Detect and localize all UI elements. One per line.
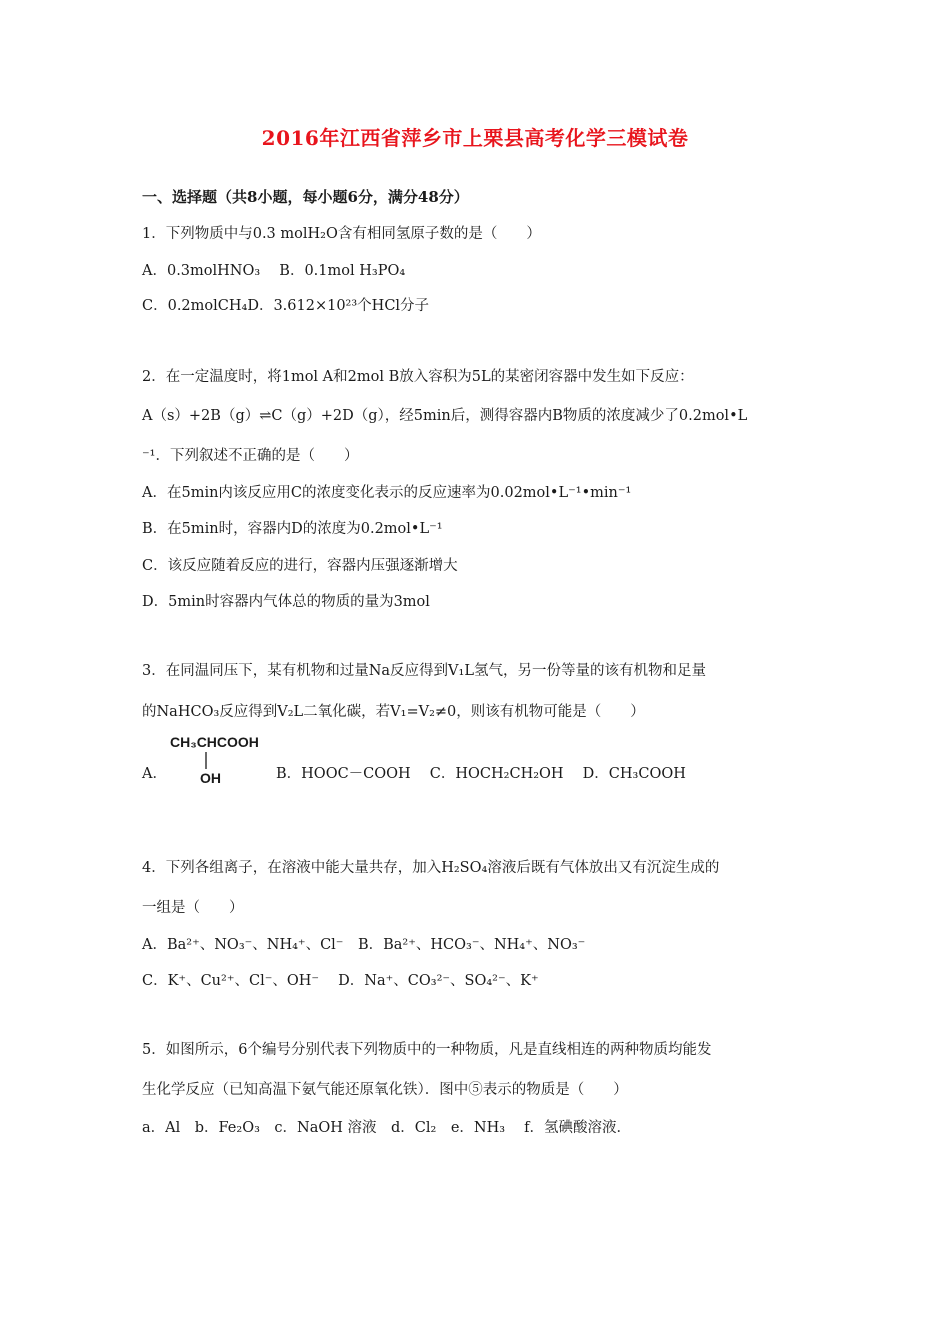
q2-stem-line1: 2．在一定温度时，将1mol A和2mol B放入容积为5L的某密闭容器中发生如下反应： xyxy=(142,369,694,385)
q4-options-cd: C．K⁺、Cu²⁺、Cl⁻、OH⁻ D．Na⁺、CO₃²⁻、SO₄²⁻、K⁺ xyxy=(142,973,539,989)
q2-option-a: A．在5min内该反应用C的浓度变化表示的反应速率为0.02mol•L⁻¹•min⁻¹ xyxy=(142,485,632,501)
q4-options-ab: A．Ba²⁺、NO₃⁻、NH₄⁺、Cl⁻ B．Ba²⁺、HCO₃⁻、NH₄⁺、NO₃⁻ xyxy=(142,937,586,953)
q1-stem: 1．下列物质中与0.3 molH₂O含有相同氢原子数的是（ ） xyxy=(142,226,541,242)
structure-svg xyxy=(170,733,280,789)
lactic-acid-structure xyxy=(170,733,280,789)
q4-stem-line2: 一组是（ ） xyxy=(142,900,244,916)
q2-option-c: C．该反应随着反应的进行，容器内压强逐渐增大 xyxy=(142,558,458,574)
q5-options: a．Al b．Fe₂O₃ c．NaOH 溶液 d．Cl₂ e．NH₃ f．氢碘酸溶液． xyxy=(142,1120,632,1136)
structure-bottom-text: OH xyxy=(200,770,221,786)
q2-stem-line3: ⁻¹．下列叙述不正确的是（ ） xyxy=(142,448,359,464)
q2-option-d: D．5min时容器内气体总的物质的量为3mol xyxy=(142,594,430,610)
q3-option-a-label: A． xyxy=(142,766,167,782)
section-heading: 一、选择题（共8小题，每小题6分，满分48分） xyxy=(142,188,469,206)
q4-stem-line1: 4．下列各组离子，在溶液中能大量共存，加入H₂SO₄溶液后既有气体放出又有沉淀生成的 xyxy=(142,860,720,876)
q3-stem-line2: 的NaHCO₃反应得到V₂L二氧化碳，若V₁=V₂≠0，则该有机物可能是（ ） xyxy=(142,704,645,720)
q5-stem-line1: 5．如图所示，6个编号分别代表下列物质中的一种物质，凡是直线相连的两种物质均能发 xyxy=(142,1042,712,1058)
q3-stem-line1: 3．在同温同压下，某有机物和过量Na反应得到V₁L氢气，另一份等量的该有机物和足量 xyxy=(142,663,706,679)
q1-options-ab: A．0.3molHNO₃ B．0.1mol H₃PO₄ xyxy=(142,263,406,279)
page-title: 2016年江西省萍乡市上栗县高考化学三模试卷 xyxy=(261,126,689,150)
q2-option-b: B．在5min时，容器内D的浓度为0.2mol•L⁻¹ xyxy=(142,521,443,537)
q3-options-bcd: B．HOOC－COOH C．HOCH₂CH₂OH D．CH₃COOH xyxy=(276,766,686,782)
q2-stem-line2: A（s）+2B（g）⇌C（g）+2D（g），经5min后，测得容器内B物质的浓度减少了0.2mol•L xyxy=(142,408,748,424)
q1-options-cd: C．0.2molCH₄D．3.612×10²³个HCl分子 xyxy=(142,298,430,314)
structure-top-text: CH₃CHCOOH xyxy=(170,734,259,750)
q5-stem-line2: 生化学反应（已知高温下氨气能还原氧化铁）．图中⑤表示的物质是（ ） xyxy=(142,1082,628,1098)
